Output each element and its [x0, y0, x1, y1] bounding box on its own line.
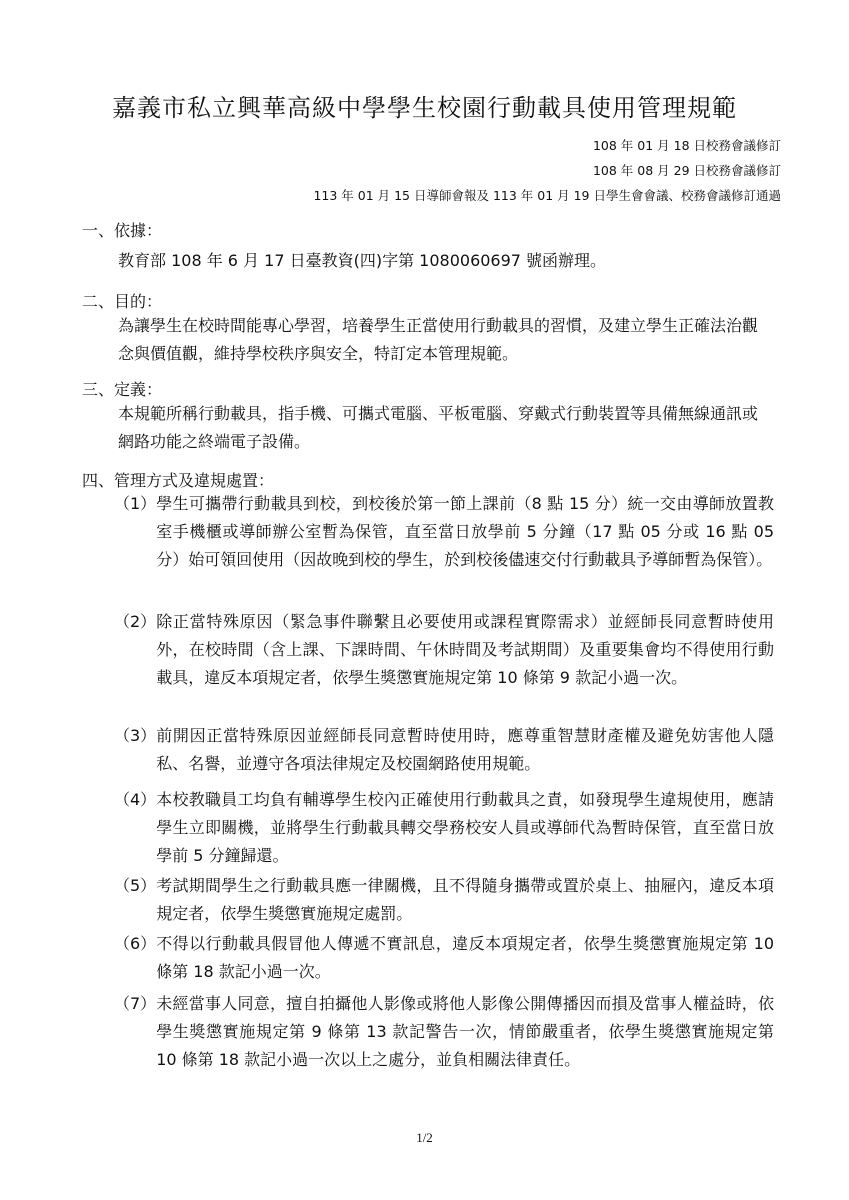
list-item-number: （4） — [114, 790, 157, 809]
section-body-definition: 本規範所稱行動載具，指手機、可攜式電腦、平板電腦、穿戴式行動裝置等具備無線通訊或網路功能之終端電子設備。 — [118, 404, 759, 451]
section-body-basis: 教育部 108 年 6 月 17 日臺教資(四)字第 1080060697 號函辦理。 — [118, 251, 607, 270]
list-item-text: 學生可攜帶行動載具到校，到校後於第一節上課前（8 點 15 分）統一交由導師放置教室手機櫃或導師辦公室暫為保管，直至當日放學前 5 分鐘（17 點 05 分或 16 點 05 分）始可領回使用（因故晚到校的學生，於到校後儘速交付行動載具予導師暫為保管）。 — [156, 494, 774, 569]
list-item — [114, 786, 774, 870]
section-heading-definition: 三、定義： — [82, 380, 163, 399]
list-item-text: 考試期間學生之行動載具應一律關機，且不得隨身攜帶或置於桌上、抽屜內，違反本項規定者，依學生獎懲實施規定處罰。 — [156, 876, 774, 923]
list-item-number: （7） — [114, 994, 157, 1013]
list-item-number: （5） — [114, 876, 157, 895]
list-item — [114, 872, 774, 928]
list-item-text: 除正當特殊原因（緊急事件聯繫且必要使用或課程實際需求）並經師長同意暫時使用外，在校時間（含上課、下課時間、午休時間及考試期間）及重要集會均不得使用行動載具，違反本項規定者，依學生獎懲實施規定第 10 條第 9 款記小過一次。 — [156, 612, 774, 687]
revision-note: 108 年 01 月 18 日校務會議修訂 — [592, 138, 781, 153]
list-item-text: 本校教職員工均負有輔導學生校內正確使用行動載具之責，如發現學生違規使用，應請學生立即關機，並將學生行動載具轉交學務校安人員或導師代為暫時保管，直至當日放學前 5 分鐘歸還。 — [156, 790, 774, 865]
document-title: 嘉義市私立興華高級中學學生校園行動載具使用管理規範 — [112, 94, 737, 122]
section-heading-management: 四、管理方式及違規處置： — [82, 471, 275, 490]
list-item-number: （6） — [114, 934, 157, 953]
list-item-number: （3） — [114, 726, 157, 745]
list-item-text: 不得以行動載具假冒他人傳遞不實訊息，違反本項規定者，依學生獎懲實施規定第 10 條第 18 款記小過一次。 — [156, 934, 774, 981]
list-item-number: （2） — [114, 612, 157, 631]
revision-note: 113 年 01 月 15 日導師會報及 113 年 01 月 19 日學生會會議、校務會議修訂通過 — [313, 188, 781, 203]
list-item — [114, 490, 774, 574]
section-heading-purpose: 二、目的： — [82, 292, 163, 311]
list-item-text: 前開因正當特殊原因並經師長同意暫時使用時，應尊重智慧財產權及避免妨害他人隱私、名譽，並遵守各項法律規定及校園網路使用規範。 — [156, 726, 774, 773]
list-item — [114, 930, 774, 986]
revision-note: 108 年 08 月 29 日校務會議修訂 — [592, 163, 781, 178]
list-item — [114, 608, 774, 692]
list-item — [114, 722, 774, 778]
list-item — [114, 990, 774, 1074]
list-item-text: 未經當事人同意，擅自拍攝他人影像或將他人影像公開傳播因而損及當事人權益時，依學生獎懲實施規定第 9 條第 13 款記警告一次，情節嚴重者，依學生獎懲實施規定第 10 條第 18 款記小過一次以上之處分，並負相關法律責任。 — [156, 994, 774, 1069]
page-number: 1/2 — [416, 1130, 433, 1145]
list-item-number: （1） — [114, 494, 157, 513]
section-body-purpose: 為讓學生在校時間能專心學習，培養學生正當使用行動載具的習慣，及建立學生正確法治觀念與價值觀，維持學校秩序與安全，特訂定本管理規範。 — [118, 316, 759, 363]
section-heading-basis: 一、依據： — [82, 221, 163, 240]
